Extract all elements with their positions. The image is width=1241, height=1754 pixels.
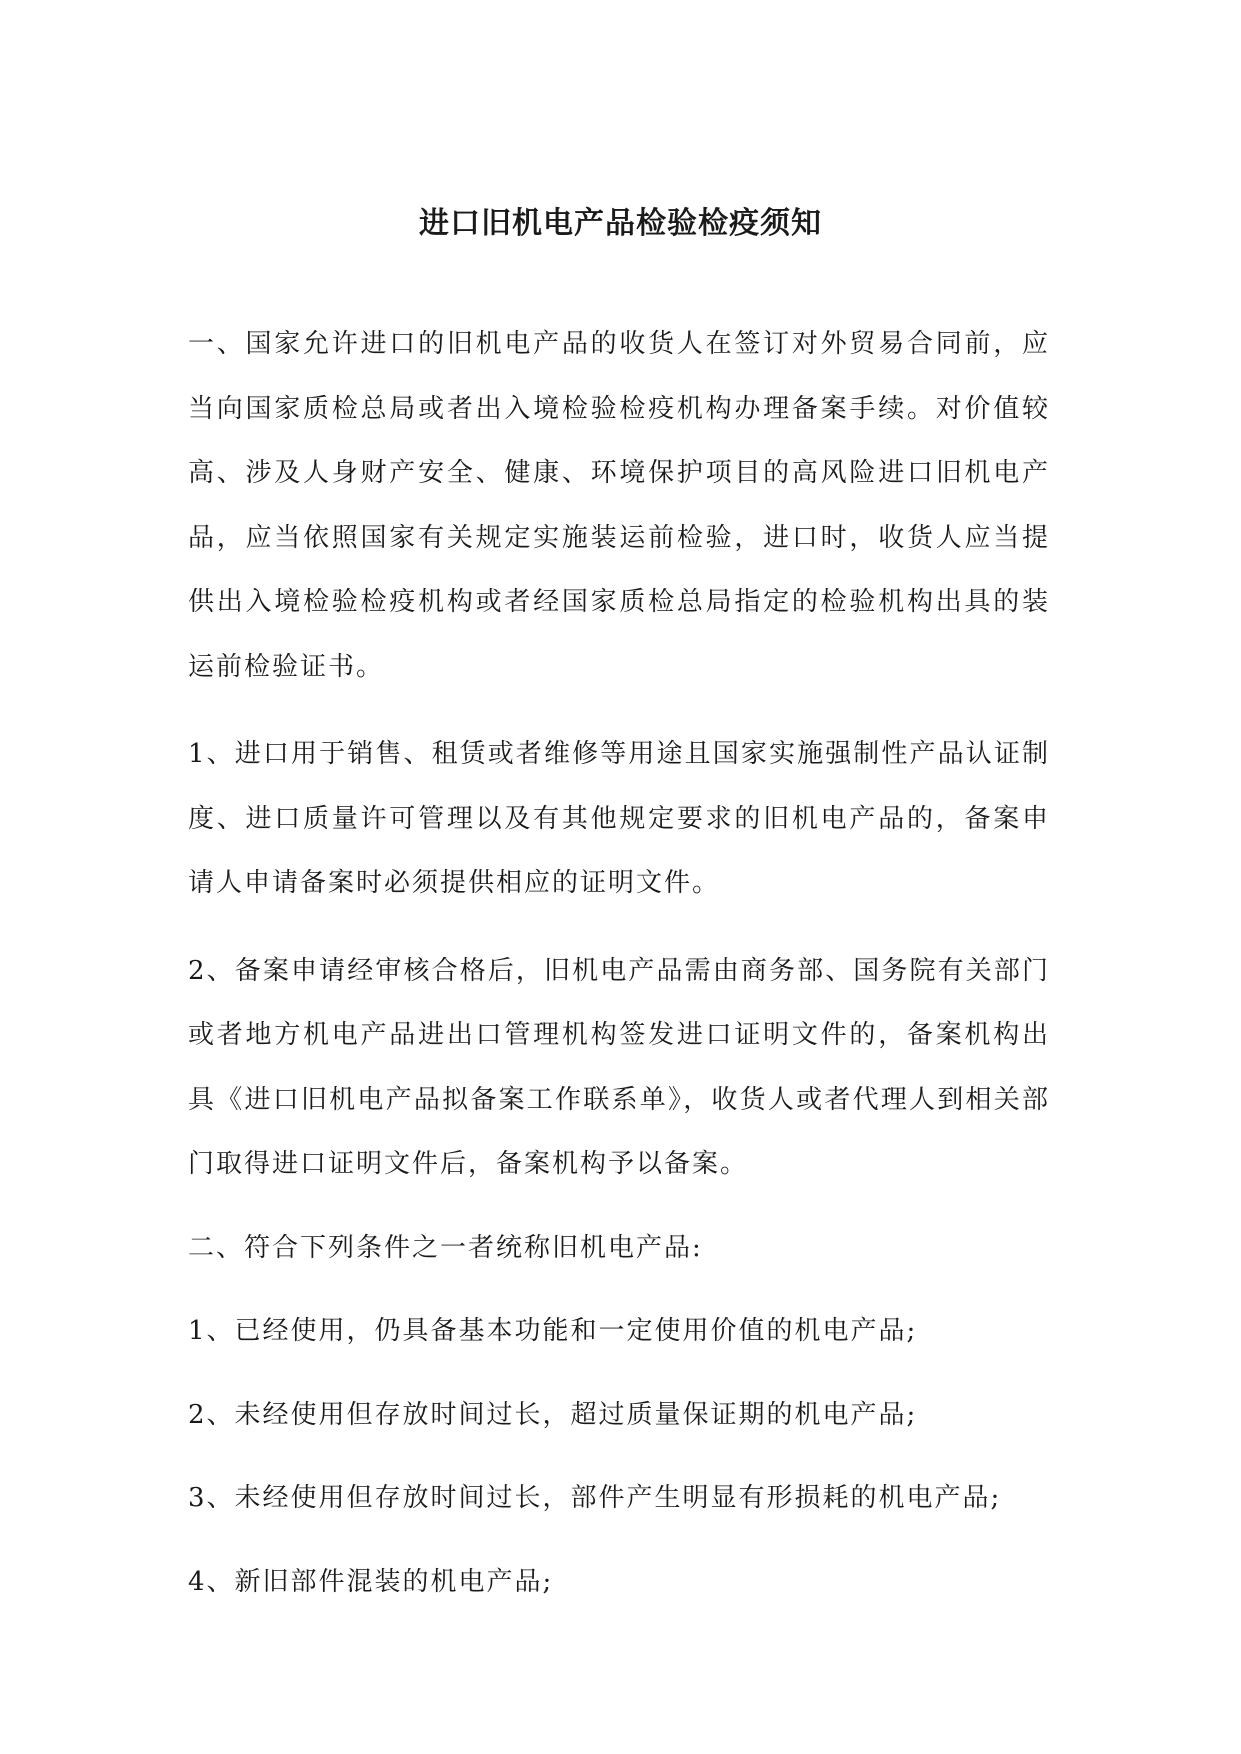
paragraph-item-2-4: 4、新旧部件混装的机电产品; [188, 1566, 554, 1597]
paragraph-item-2-1: 1、已经使用，仍具备基本功能和一定使用价值的机电产品; [188, 1316, 918, 1346]
paragraph-item-2-2: 2、未经使用但存放时间过长，超过质量保证期的机电产品; [188, 1399, 918, 1430]
paragraph-section-2: 二、符合下列条件之一者统称旧机电产品: [188, 1232, 703, 1263]
paragraph-section-1: 一、国家允许进口的旧机电产品的收货人在签订对外贸易合同前，应当向国家质检总局或者出入境检验检疫机构办理备案手续。对价值较高、涉及人身财产安全、健康、环境保护项目的高风险进口旧机电产品，应当依照国家有关规定实施装运前检验，进口时，收货人应当提供出入境检验检疫机构或者经国家质检总局指定的检验机构出具的装运前检验证书。 [188, 329, 1050, 682]
paragraph-item-2-3: 3、未经使用但存放时间过长，部件产生明显有形损耗的机电产品; [188, 1483, 1002, 1513]
document-title: 进口旧机电产品检验检疫须知 [419, 206, 822, 241]
document-body [188, 312, 1050, 1614]
paragraph-item-1-2: 2、备案申请经审核合格后，旧机电产品需由商务部、国务院有关部门或者地方机电产品进出口管理机构签发进口证明文件的，备案机构出具《进口旧机电产品拟备案工作联系单》，收货人或者代理人到相关部门取得进口证明文件后，备案机构予以备案。 [188, 955, 1050, 1179]
paragraph-item-1-1: 1、进口用于销售、租赁或者维修等用途且国家实施强制性产品认证制度、进口质量许可管理以及有其他规定要求的旧机电产品的，备案申请人申请备案时必须提供相应的证明文件。 [188, 739, 1050, 898]
